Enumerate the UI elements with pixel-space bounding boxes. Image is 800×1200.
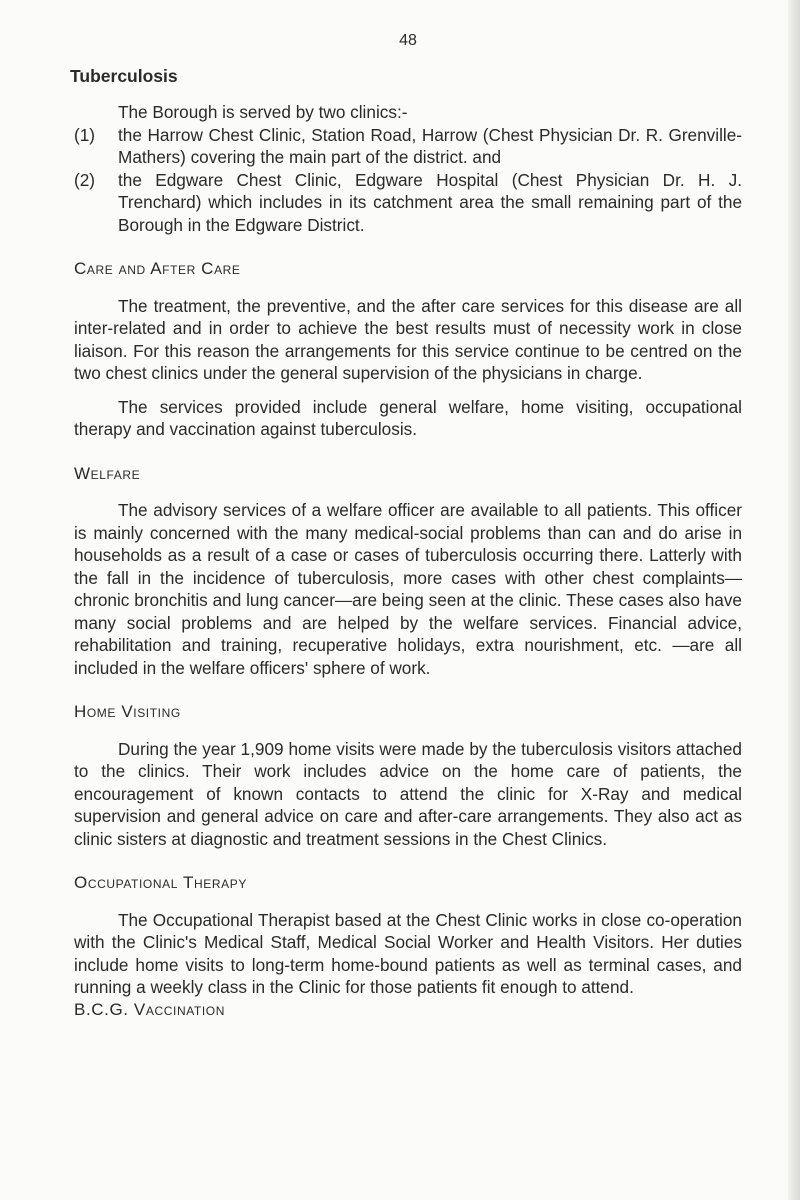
section-heading-care: Care and After Care xyxy=(74,259,241,278)
intro-paragraph: The Borough is served by two clinics:- xyxy=(118,102,408,122)
occupational-therapy-paragraph: The Occupational Therapist based at the Chest Clinic works in close co-operation with the Clinic's Medical Staff, Medical Social Worker and Health Visitors. Her duties include home visits to long-term home-bound patients as well as terminal cases, and running a weekly class in the Clinic for those patients fit enough to attend. xyxy=(74,909,742,997)
page-number: 48 xyxy=(399,32,417,49)
page-edge-shadow xyxy=(788,0,800,1200)
section-heading-bcg: B.C.G. Vaccination xyxy=(74,999,225,1019)
list-item-number: (2) xyxy=(74,169,96,190)
list-item-text: the Harrow Chest Clinic, Station Road, Harrow (Chest Physician Dr. R. Grenville-Mathers) covering the main part of the district. and xyxy=(118,124,742,167)
care-paragraph-1: The treatment, the preventive, and the after care services for this disease are all inter-related and in order to achieve the best results must of necessity work in close liaison. For this reason the arrangements for this service continue to be centred on the two chest clinics under the general supervision of the physicians in charge. xyxy=(74,295,742,383)
section-heading-occupational-therapy: Occupational Therapy xyxy=(74,873,247,892)
list-item-text: the Edgware Chest Clinic, Edgware Hospital (Chest Physician Dr. H. J. Trenchard) which includes in its catchment area the small remaining part of the Borough in the Edgware District. xyxy=(118,169,742,235)
list-item-number: (1) xyxy=(74,124,96,145)
clinic-list-item xyxy=(74,169,742,237)
document-page xyxy=(70,30,742,1021)
care-paragraph-2: The services provided include general welfare, home visiting, occupational therapy and vaccination against tuberculosis. xyxy=(74,396,742,439)
page-title: Tuberculosis xyxy=(70,65,178,86)
welfare-paragraph: The advisory services of a welfare officer are available to all patients. This officer is mainly concerned with the many medical-social problems than can and do arise in households as a result of a case or cases of tuberculosis occurring there. Latterly with the fall in the incidence of tuberculosis, more cases with other chest complaints—chronic bronchitis and lung cancer—are being seen at the clinic. These cases also have many social problems and are helped by the welfare services. Financial advice, rehabilitation and training, recuperative holidays, extra nourishment, etc. —are all included in the welfare officers' sphere of work. xyxy=(74,500,742,678)
section-heading-home-visiting: Home Visiting xyxy=(74,702,181,721)
home-visiting-paragraph: During the year 1,909 home visits were made by the tuberculosis visitors attached to the clinics. Their work includes advice on the home care of patients, the encouragement of known contacts to attend the clinic for X-Ray and medical supervision and general advice on care and after-care arrangements. They also act as clinic sisters at diagnostic and treatment sessions in the Chest Clinics. xyxy=(74,738,742,849)
clinic-list-item xyxy=(74,124,742,169)
section-heading-welfare: Welfare xyxy=(74,463,141,483)
